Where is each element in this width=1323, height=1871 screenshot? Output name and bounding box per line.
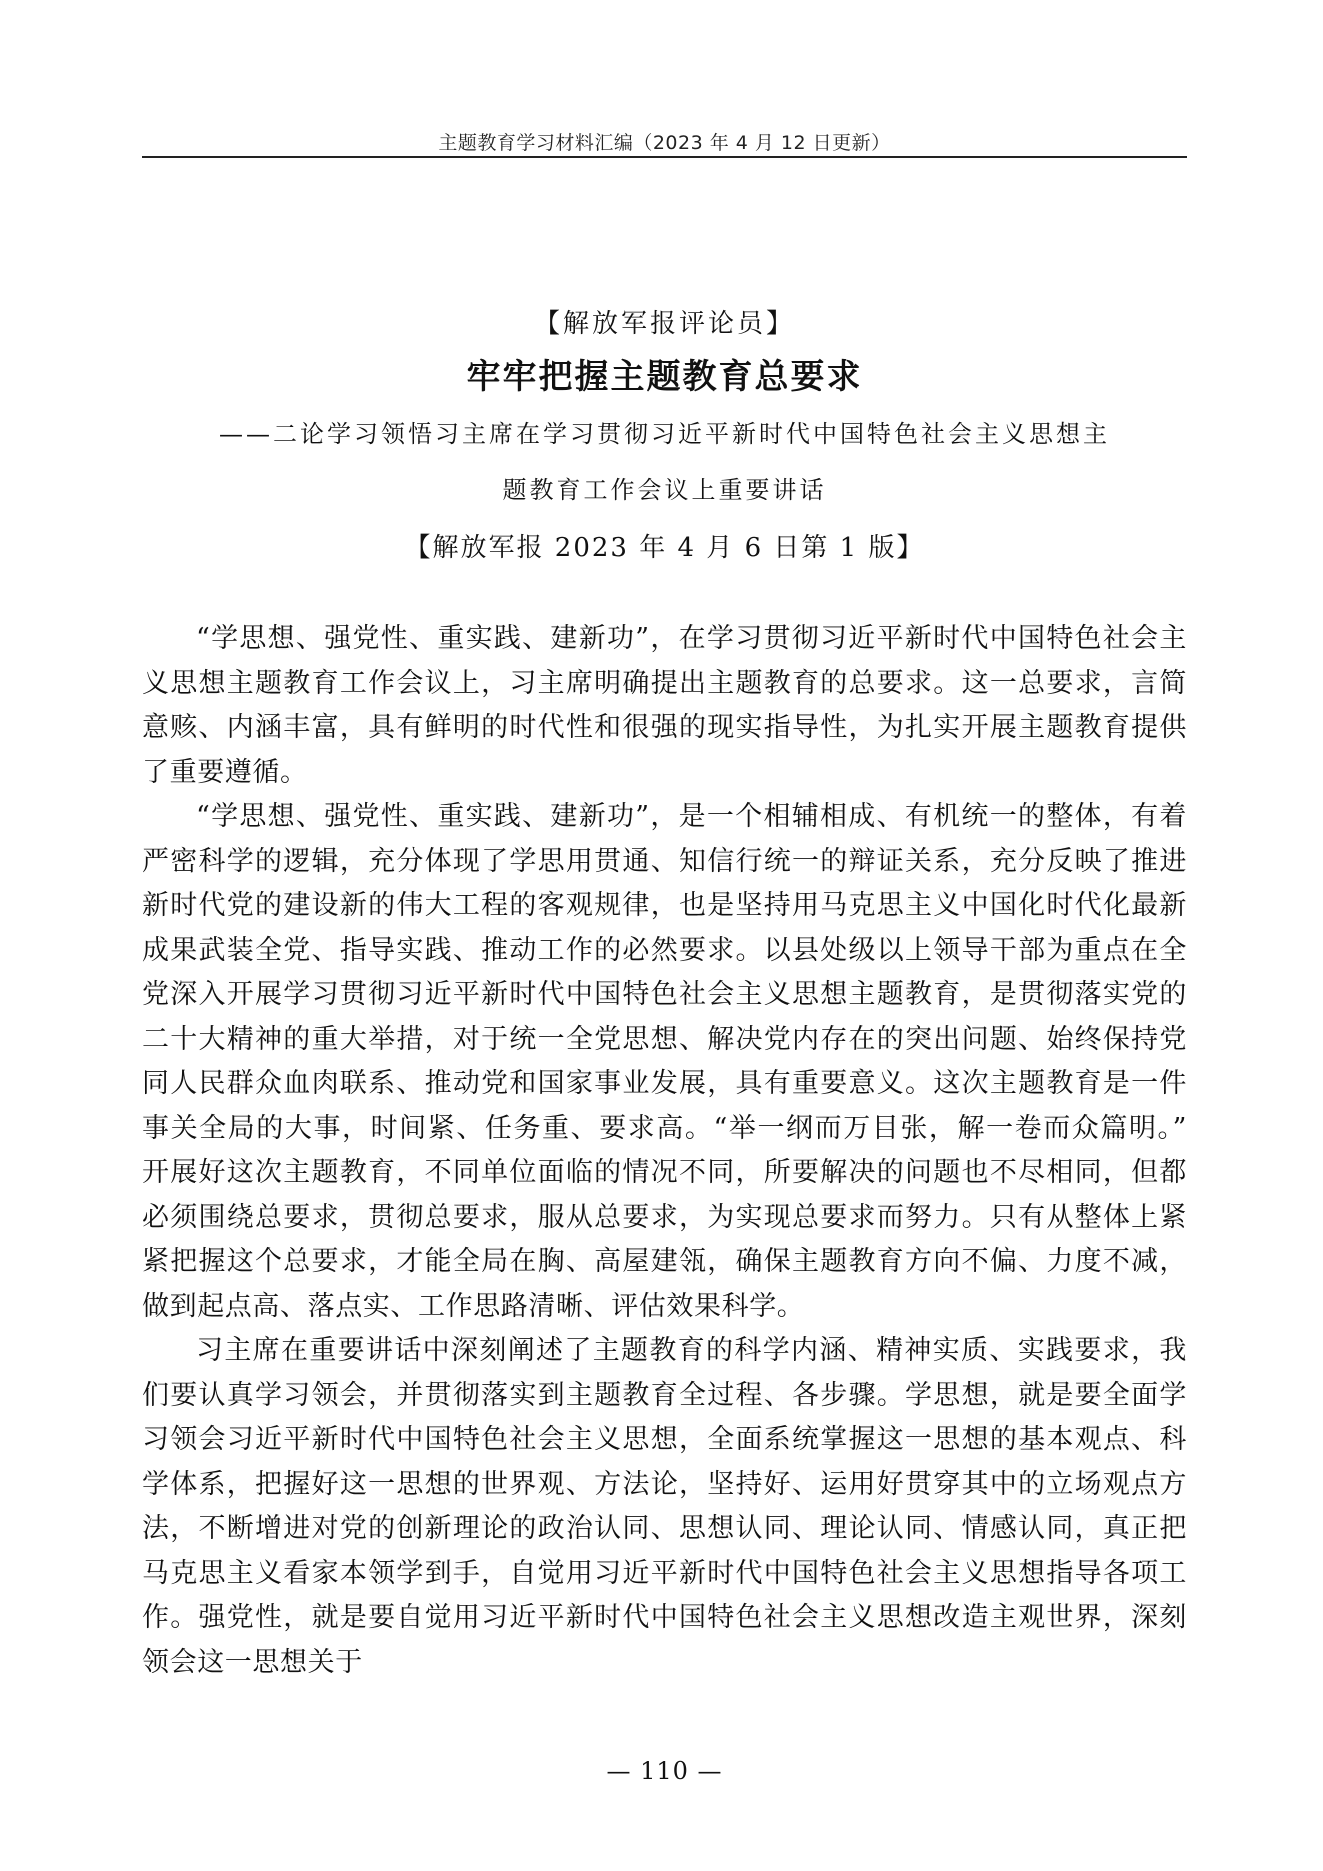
subtitle-line: ——二论学习领悟习主席在学习贯彻习近平新时代中国特色社会主义思想主 bbox=[219, 420, 1110, 448]
body-paragraph: 习主席在重要讲话中深刻阐述了主题教育的科学内涵、精神实质、实践要求，我们要认真学习领会，并贯彻落实到主题教育全过程、各步骤。学思想，就是要全面学习领会习近平新时代中国特色社会主义思想，全面系统掌握这一思想的基本观点、科学体系，把握好这一思想的世界观、方法论，坚持好、运用好贯穿其中的立场观点方法，不断增进对党的创新理论的政治认同、思想认同、理论认同、情感认同，真正把马克思主义看家本领学到手，自觉用习近平新时代中国特色社会主义思想指导各项工作。强党性，就是要自觉用习近平新时代中国特色社会主义思想改造主观世界，深刻领会这一思想关于 bbox=[142, 1335, 1187, 1678]
article-title-block bbox=[142, 300, 1187, 576]
article-title: 牢牢把握主题教育总要求 bbox=[466, 357, 863, 397]
header-divider bbox=[142, 156, 1187, 158]
article-source: 【解放军报 2023 年 4 月 6 日第 1 版】 bbox=[404, 533, 925, 563]
page-number: — 110 — bbox=[606, 1757, 723, 1785]
body-paragraph: “学思想、强党性、重实践、建新功”，是一个相辅相成、有机统一的整体，有着严密科学的逻辑，充分体现了学思用贯通、知信行统一的辩证关系，充分反映了推进新时代党的建设新的伟大工程的客观规律，也是坚持用马克思主义中国化时代化最新成果武装全党、指导实践、推动工作的必然要求。以县处级以上领导干部为重点在全党深入开展学习贯彻习近平新时代中国特色社会主义思想主题教育，是贯彻落实党的二十大精神的重大举措，对于统一全党思想、解决党内存在的突出问题、始终保持党同人民群众血肉联系、推动党和国家事业发展，具有重要意义。这次主题教育是一件事关全局的大事，时间紧、任务重、要求高。“举一纲而万目张，解一卷而众篇明。” 开展好这次主题教育，不同单位面临的情况不同，所要解决的问题也不尽相同，但都必须围绕总要求，贯彻总要求，服从总要求，为实现总要求而努力。只有从整体上紧紧把握这个总要求，才能全局在胸、高屋建瓴，确保主题教育方向不偏、力度不减，做到起点高、落点实、工作思路清晰、评估效果科学。 bbox=[142, 801, 1187, 1322]
running-header: 主题教育学习材料汇编（2023 年 4 月 12 日更新） bbox=[438, 132, 891, 154]
subtitle-line: 题教育工作会议上重要讲话 bbox=[502, 476, 827, 504]
article-body bbox=[142, 617, 1187, 1685]
body-paragraph: “学思想、强党性、重实践、建新功”，在学习贯彻习近平新时代中国特色社会主义思想主题教育工作会议上，习主席明确提出主题教育的总要求。这一总要求，言简意赅、内涵丰富，具有鲜明的时代性和很强的现实指导性，为扎实开展主题教育提供了重要遵循。 bbox=[142, 623, 1187, 788]
column-label: 【解放军报评论员】 bbox=[533, 309, 795, 339]
article-subtitle bbox=[142, 406, 1187, 518]
